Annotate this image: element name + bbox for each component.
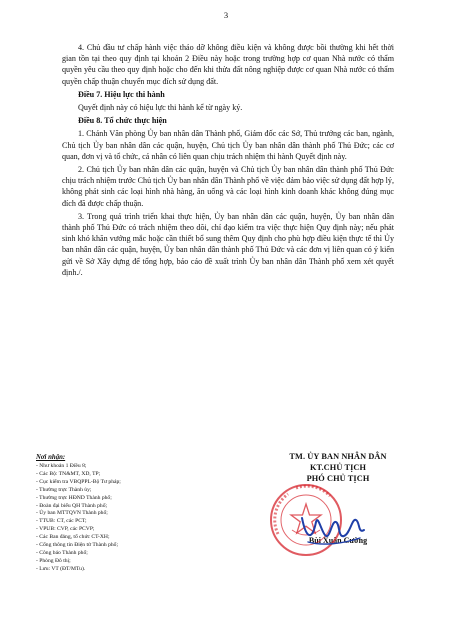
recipients-list bbox=[36, 463, 236, 574]
recipient-item: - Ủy ban MTTQVN Thành phố; bbox=[36, 510, 108, 517]
document-body bbox=[62, 42, 394, 280]
handwritten-signature-icon bbox=[298, 508, 368, 550]
recipient-item: - Lưu: VT (ĐT/MTu). bbox=[36, 565, 86, 572]
recipient-item: - Thường trực HĐND Thành phố; bbox=[36, 494, 112, 501]
article-7-paragraph: Quyết định này có hiệu lực thi hành kể từ ngày ký. bbox=[78, 103, 243, 113]
article-8-clause-2: 2. Chủ tịch Ủy ban nhân dân các quận, huyện và Chủ tịch Ủy ban nhân dân thành phố Thủ Đức chịu trách nhiệm trước Chủ tịch Ủy ban nhân dân Thành phố về việc đảm bảo việc sử dụng đất hợp lý, không phát sinh các loại hình nhà hàng, ăn uống và các loại hình kinh doanh khác không đúng mục đích đã được chấp thuận. bbox=[62, 165, 394, 208]
article-7-heading: Điều 7. Hiệu lực thi hành bbox=[78, 89, 165, 99]
article-8-clause-1: 1. Chánh Văn phòng Ủy ban nhân dân Thành phố, Giám đốc các Sở, Thủ trưởng các ban, ngành, Chủ tịch Ủy ban nhân dân các quận, huyện, Chủ tịch Ủy ban nhân dân thành phố Thủ Đức; các cơ quan, đơn vị và tổ chức, cá nhân có liên quan chịu trách nhiệm thi hành Quyết định này. bbox=[62, 129, 394, 161]
clause-4-paragraph: 4. Chủ đầu tư chấp hành việc tháo dỡ không điều kiện và không được bồi thường khi hết thời gian tồn tại theo quy định tại khoản 2 Điều này hoặc trong trường hợp cơ quan Nhà nước có thẩm quyền yêu cầu theo quy định hoặc cho đến khi thửa đất nông nghiệp được cơ quan Nhà nước có thẩm quyền chấp thuận chuyển mục đích sử dụng đất. bbox=[62, 43, 394, 86]
recipient-item: - Các Ban đảng, tổ chức CT-XH; bbox=[36, 534, 110, 541]
recipient-item: - Các Bộ: TN&MT, XD, TP; bbox=[36, 470, 101, 477]
recipient-item: - TTUB: CT, các PCT; bbox=[36, 518, 87, 525]
recipient-item: - Phòng Đô thị; bbox=[36, 557, 71, 564]
recipient-item: - Công báo Thành phố; bbox=[36, 549, 88, 556]
signature-authority: KT.CHỦ TỊCH bbox=[309, 462, 367, 472]
recipient-item: - Cổng thông tin Điện tử Thành phố; bbox=[36, 542, 119, 549]
recipients-title: Nơi nhận: bbox=[36, 454, 66, 461]
article-8-heading: Điều 8. Tổ chức thực hiện bbox=[78, 116, 167, 126]
recipient-item: - Đoàn đại biểu QH Thành phố; bbox=[36, 502, 108, 509]
recipients-block bbox=[36, 453, 236, 574]
recipient-item: - Như khoản 1 Điều 8; bbox=[36, 463, 87, 469]
signature-position: PHÓ CHỦ TỊCH bbox=[306, 473, 370, 483]
signer-name: Bùi Xuân Cường bbox=[308, 536, 368, 546]
signature-organization: TM. ỦY BAN NHÂN DÂN bbox=[289, 452, 387, 461]
article-8-clause-3: 3. Trong quá trình triển khai thực hiện, Ủy ban nhân dân các quận, huyện, Ủy ban nhân dân thành phố Thủ Đức có trách nhiệm theo dõi, chỉ đạo kiểm tra việc thực hiện Quy định này; nếu phát sinh khó khăn vướng mắc hoặc cần thiết bổ sung thêm Quy định cho phù hợp điều kiện thực tế thì Ủy ban nhân dân các quận, huyện, Ủy ban nhân dân thành phố Thủ Đức và các đơn vị liên quan có ý kiến gửi về Sở Xây dựng để tổng hợp, báo cáo đề xuất trình Ủy ban nhân dân Thành phố xem xét quyết định./. bbox=[62, 211, 394, 277]
recipient-item: - VPUB: CVP, các PCVP; bbox=[36, 526, 95, 533]
page-number: 3 bbox=[223, 10, 229, 20]
recipient-item: - Thường trực Thành ủy; bbox=[36, 486, 92, 493]
recipient-item: - Cục kiểm tra VBQPPL-Bộ Tư pháp; bbox=[36, 478, 121, 485]
